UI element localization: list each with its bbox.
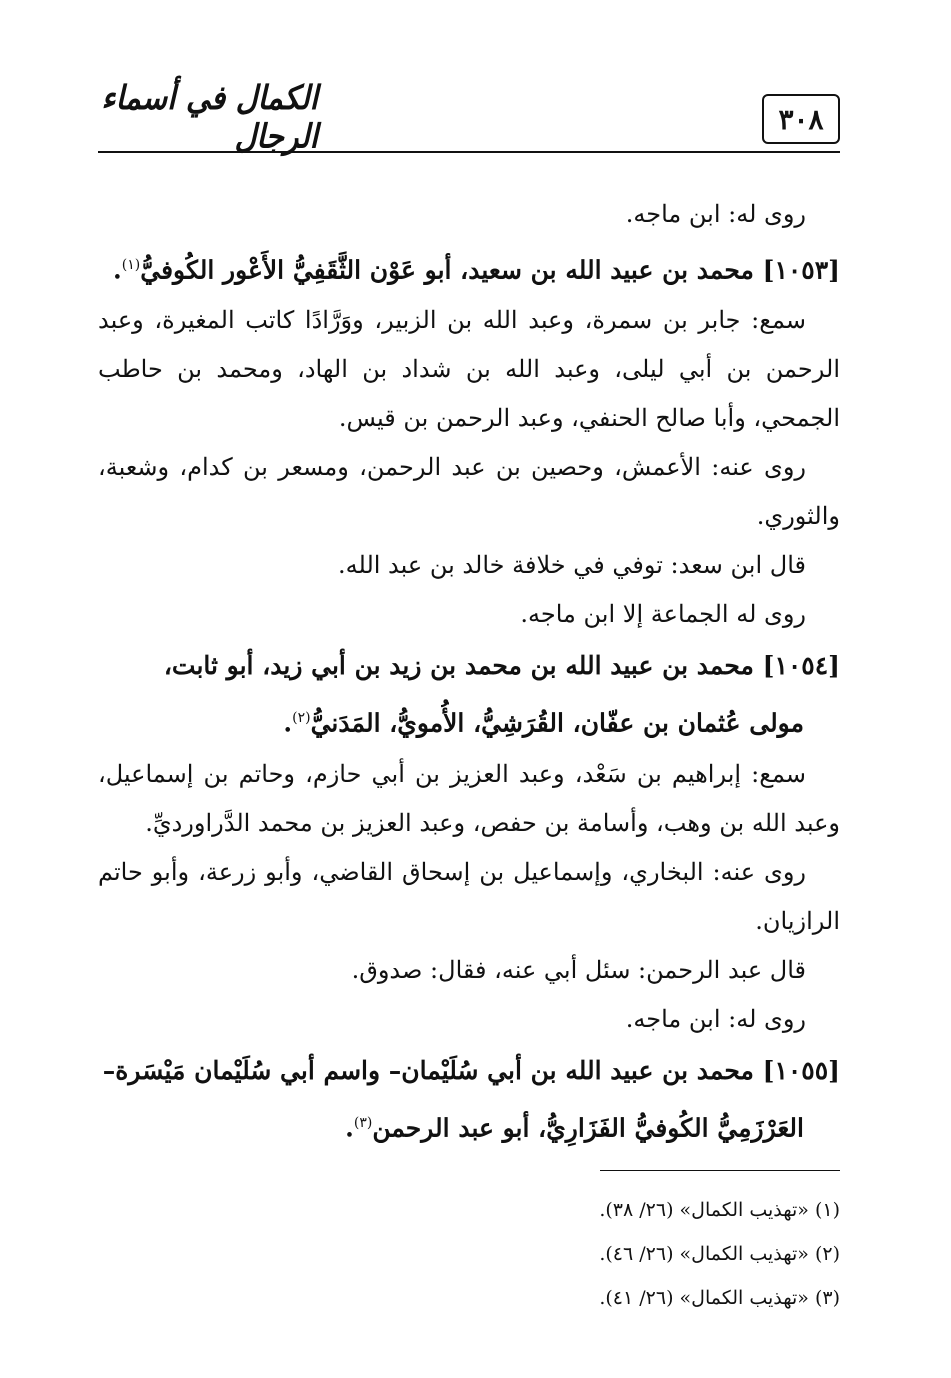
entry-1055-end: . [345, 1112, 354, 1142]
paragraph-rawa-anhu-1053: روى عنه: الأعمش، وحصين بن عبد الرحمن، ومسعر بن كدام، وشعبة، والثوري. [98, 453, 840, 531]
page-number-text: ٣٠٨ [778, 102, 824, 136]
entry-1054-title-line2: مولى عُثمان بن عفّان، القُرَشِيُّ، الأُمويُّ، المَدَنيُّ [310, 708, 804, 738]
entry-heading-1055 [98, 1044, 840, 1154]
entry-heading-1053 [98, 239, 840, 296]
page-number [762, 94, 840, 144]
entry-1054-title-line2-wrap [98, 692, 840, 749]
footnote-ref-2[interactable]: (٢) [292, 710, 311, 727]
paragraph-qala-1053: قال ابن سعد: توفي في خلافة خالد بن عبد الله. [338, 551, 806, 580]
footnote-ref-3[interactable]: (٣) [353, 1114, 373, 1131]
footnote-3: (٣) «تهذيب الكمال» (٢٦/ ٤١). [599, 1287, 840, 1309]
entry-1053-end: . [113, 255, 122, 285]
entry-1054-end: . [283, 708, 293, 738]
paragraph-sami-1054: سمع: إبراهيم بن سَعْد، وعبد العزيز بن أبي حازم، وحاتم بن إسماعيل، وعبد الله بن وهب، وأسامة بن حفص، وعبد العزيز بن محمد الدَّراورديِّ. [98, 759, 840, 837]
entry-1055-title-line1: [١٠٥٥] محمد بن عبيد الله بن أبي سُلَيْمان– واسم أبي سُلَيْمان مَيْسَرة– [102, 1055, 840, 1085]
entry-1054-title-line1: [١٠٥٤] محمد بن عبيد الله بن محمد بن زيد بن أبي زيد، أبو ثابت، [163, 651, 840, 681]
entry-1055-title-line2-wrap [98, 1097, 840, 1154]
paragraph-riwaya-1053: روى له الجماعة إلا ابن ماجه. [520, 600, 806, 629]
footnote-1: (١) «تهذيب الكمال» (٢٦/ ٣٨). [599, 1199, 840, 1221]
book-title-text: الكمال في أسماء الرجال [101, 79, 318, 157]
entry-1055-title-line2: العَرْزَمِيُّ الكُوفيُّ الفَزَارِيُّ، أبو عبد الرحمن [372, 1112, 804, 1142]
footnote-2: (٢) «تهذيب الكمال» (٢٦/ ٤٦). [599, 1243, 840, 1265]
entry-1053-title: [١٠٥٣] محمد بن عبيد الله بن سعيد، أبو عَوْن الثَّقَفِيُّ الأَعْور الكُوفيُّ [140, 255, 840, 285]
header-divider [98, 151, 840, 153]
footnote-divider [600, 1170, 840, 1171]
page-header [98, 79, 840, 157]
paragraph-riwaya-1054: روى له: ابن ماجه. [625, 1004, 806, 1033]
paragraph-riwaya-1: روى له: ابن ماجه. [625, 200, 806, 228]
entry-heading-1054 [98, 639, 840, 749]
main-text [98, 190, 840, 1154]
paragraph-sami-1053: سمع: جابر بن سمرة، وعبد الله بن الزبير، ووَرَّادًا كاتب المغيرة، وعبد الرحمن بن أبي ليلى، وعبد الله بن شداد بن الهاد، ومحمد بن حاطب الجمحي، وأبا صالح الحنفي، وعبد الرحمن بن قيس. [98, 306, 840, 433]
book-title [98, 79, 318, 157]
paragraph-rawa-anhu-1054: روى عنه: البخاري، وإسماعيل بن إسحاق القاضي، وأبو زرعة، وأبو حاتم الرازيان. [98, 857, 840, 935]
footnote-ref-1[interactable]: (١) [121, 257, 141, 273]
footnote-list [98, 1188, 840, 1320]
paragraph-qala-1054: قال عبد الرحمن: سئل أبي عنه، فقال: صدوق. [351, 955, 806, 984]
